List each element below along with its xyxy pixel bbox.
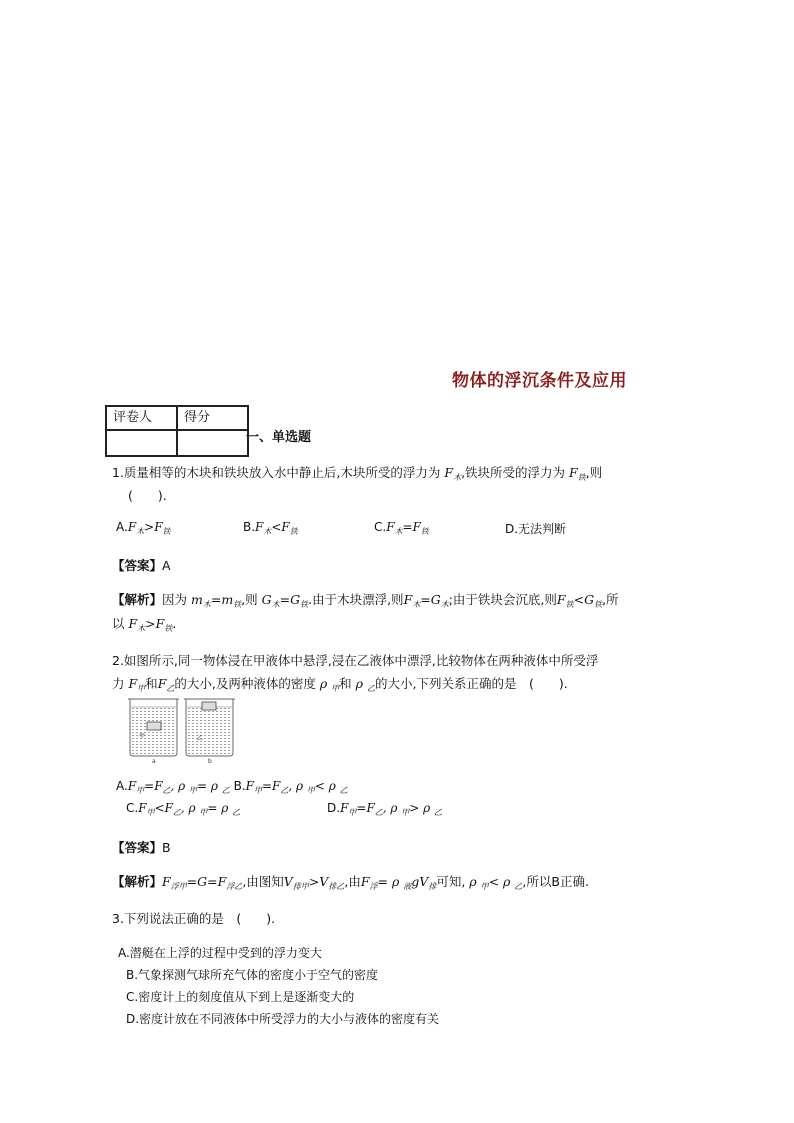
q1-stem-line2: ( ). bbox=[128, 488, 167, 503]
q3-option-d[interactable]: D.密度计放在不同液体中所受浮力的大小与液体的密度有关 bbox=[126, 1012, 440, 1026]
score-table bbox=[105, 405, 249, 457]
liquid-a-label: 甲 bbox=[139, 733, 146, 740]
q3-option-c[interactable]: C.密度计上的刻度值从下到上是逐渐变大的 bbox=[126, 990, 355, 1004]
q3-option-b[interactable]: B.气象探测气球所充气体的密度小于空气的密度 bbox=[126, 968, 379, 982]
q1-analysis-line2: 以 $F_木>F_铁$. bbox=[112, 616, 177, 633]
q2-stem-line2: 力 $F_甲$和$F_乙$的大小,及两种液体的密度 ρ $_甲$和 ρ $_乙$的大小,下列关系正确的是 ( ). bbox=[112, 676, 568, 693]
q3-stem: 3.下列说法正确的是 ( ). bbox=[112, 911, 276, 926]
score-table-score-header: 得分 bbox=[177, 406, 248, 430]
q1-option-b[interactable]: $B.F_木<F_铁$ bbox=[243, 520, 298, 536]
score-table-grader-cell[interactable] bbox=[106, 430, 177, 456]
section-heading: 一、单选题 bbox=[246, 430, 312, 445]
figure-b-label: b bbox=[208, 758, 212, 763]
page-title: 物体的浮沉条件及应用 bbox=[452, 371, 627, 391]
figure-a-label: a bbox=[152, 758, 156, 763]
q1-option-d[interactable]: D.无法判断 bbox=[505, 522, 567, 536]
score-table-grader-header: 评卷人 bbox=[106, 406, 177, 430]
q2-option-c[interactable]: $C.F_甲<F_乙$, ρ $_甲$= ρ $_乙$ bbox=[126, 801, 241, 817]
q2-stem-line1: 2.如图所示,同一物体浸在甲液体中悬浮,浸在乙液体中漂浮,比较物体在两种液体中所受浮 bbox=[112, 653, 599, 668]
object-a bbox=[147, 722, 161, 730]
q1-analysis-line1: 【解析】因为 $m_木=m_铁$,则 $G_木=G_铁$.由于木块漂浮,则$F_木=G_木$;由于铁块会沉底,则$F_铁<G_铁$,所 bbox=[112, 592, 619, 609]
q1-stem-line1: 1.质量相等的木块和铁块放入水中静止后,木块所受的浮力为 $F_木$,铁块所受的浮力为 $F_铁$,则 bbox=[112, 465, 603, 482]
q2-answer: 【答案】B bbox=[112, 840, 171, 855]
q2-options-line1[interactable]: $A.F_甲=F_乙$, ρ $_甲$= ρ $_乙$ $B.F_甲=F_乙$, ρ $_甲$< ρ $_乙$ bbox=[116, 779, 348, 795]
q1-option-a[interactable]: $A.F_木>F_铁$ bbox=[116, 520, 171, 536]
beaker-b bbox=[184, 699, 235, 763]
object-b bbox=[202, 702, 216, 710]
q2-option-d[interactable]: $D.F_甲=F_乙$, ρ $_甲$> ρ $_乙$ bbox=[327, 801, 443, 817]
q1-answer: 【答案】A bbox=[112, 558, 171, 573]
liquid-b-label: 乙 bbox=[197, 735, 204, 742]
q3-option-a[interactable]: A.潜艇在上浮的过程中受到的浮力变大 bbox=[118, 946, 322, 960]
beaker-a bbox=[128, 699, 179, 763]
beakers-figure bbox=[128, 695, 248, 763]
score-table-score-cell[interactable] bbox=[177, 430, 248, 456]
q1-option-c[interactable]: $C.F_木=F_铁$ bbox=[374, 520, 429, 536]
q2-analysis: 【解析】$F_{浮甲}=G=F_{浮乙}$,由图知$V_{排甲}>V_{排乙}$,由$F_浮= \rho$ $_液gV_排$可知, ρ $_甲$< ρ $_乙$,所以B正确. bbox=[112, 874, 589, 891]
